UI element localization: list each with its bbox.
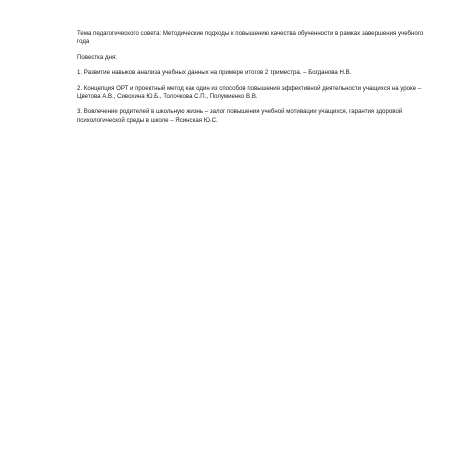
agenda-label: Повестка дня: <box>77 53 117 61</box>
agenda-item-1: 1. Развитие навыков анализа учебных данных на примере итогов 2 триместра. – Богданова Н.В. <box>77 69 352 77</box>
document-content <box>77 30 427 132</box>
agenda-item-2: 2. Концепция ОРТ и проектный метод как один из способов повышения эффективной деятельности учащихся на уроке – Цветова А.В., Сивохина Ю.Б., Толочкова С.П., Полумиенко В.В. <box>77 84 422 101</box>
council-topic: Тема педагогического совета: Методические подходы к повышению качества обученности в рамках завершения учебного года <box>77 30 424 46</box>
agenda-item-3: 3. Вовлечение родителей в школьную жизнь – залог повышения учебной мотивации учащихся, гарантия здоровой психологической среды в школе – Ясинская Ю.С. <box>77 108 403 124</box>
